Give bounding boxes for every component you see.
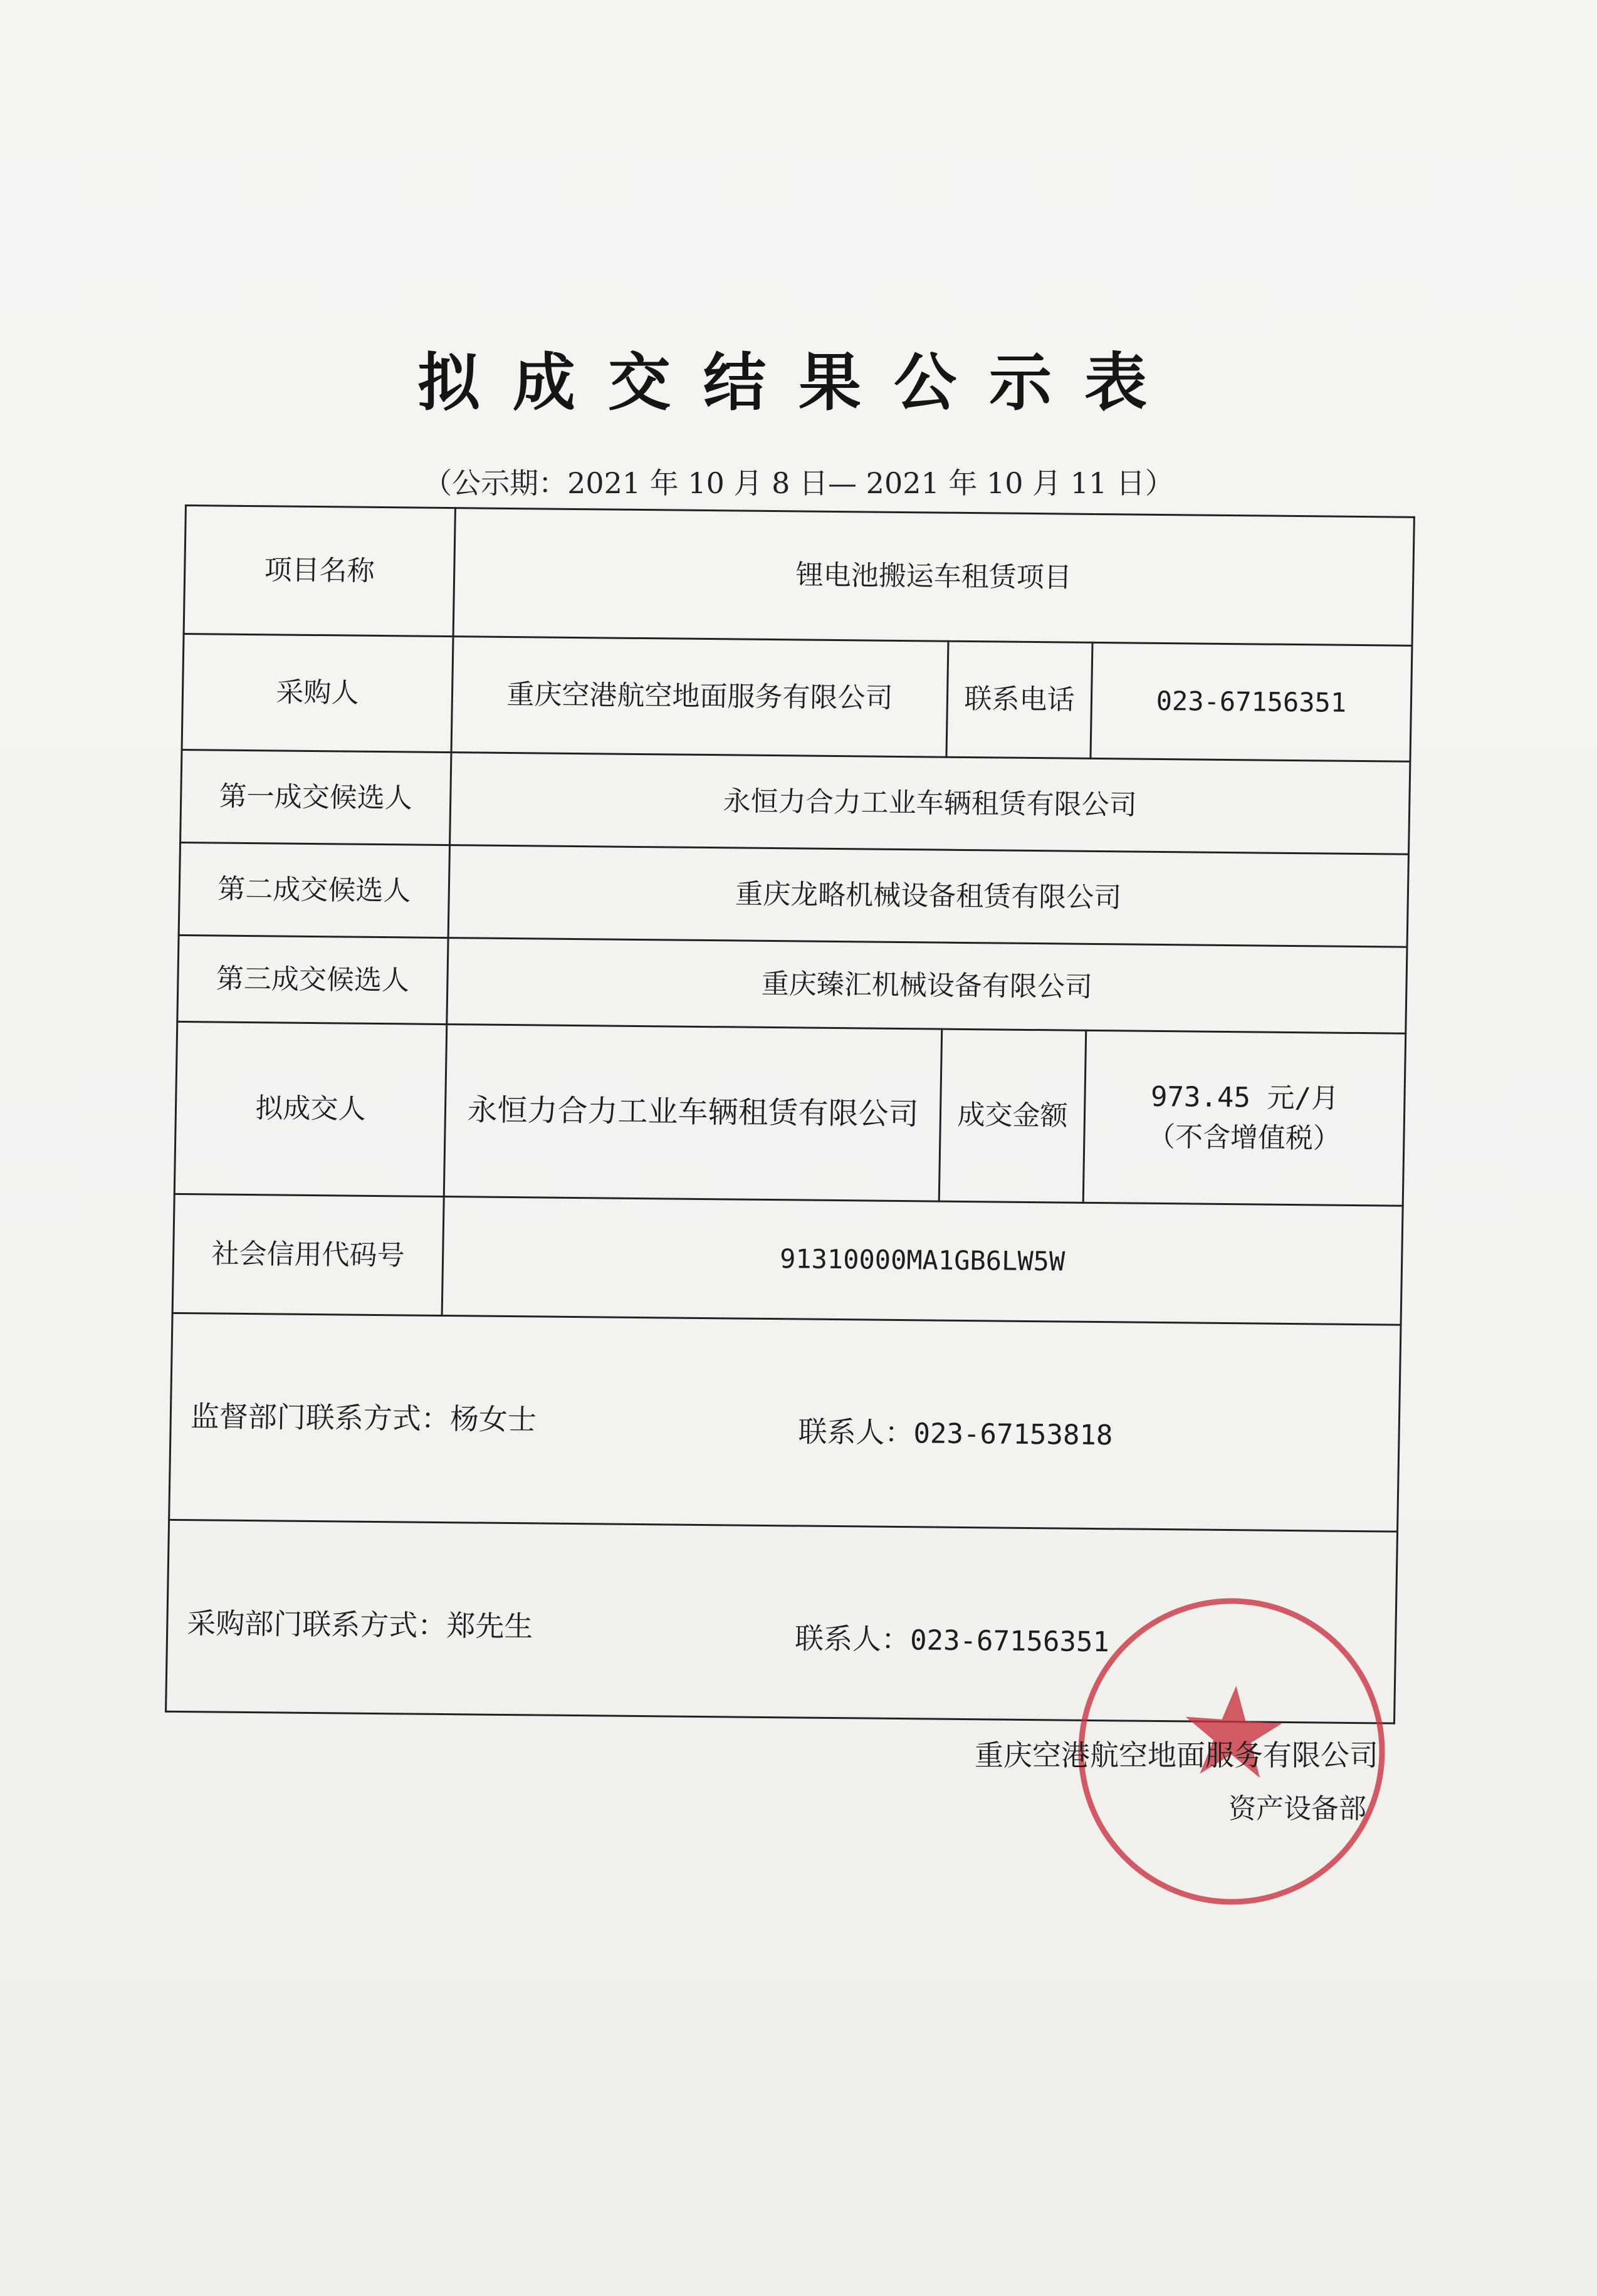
amount-note: （不含增值税）: [1147, 1120, 1341, 1155]
candidate3-label: 第三成交候选人: [177, 935, 448, 1024]
table-row: [181, 749, 1410, 854]
table-row: [184, 506, 1414, 646]
buyer-label: 采购人: [182, 634, 453, 752]
result-table: [165, 504, 1413, 1723]
footer-department: 资产设备部: [1228, 1793, 1366, 1825]
table-row: [172, 1194, 1403, 1325]
phone-label: 联系电话: [946, 641, 1092, 758]
candidate3-value: 重庆臻汇机械设备有限公司: [447, 938, 1407, 1034]
buyer-value: 重庆空港航空地面服务有限公司: [451, 637, 948, 758]
supervision-contact: 监督部门联系方式：杨女士: [190, 1399, 537, 1437]
footer-organization: 重庆空港航空地面服务有限公司: [975, 1738, 1378, 1772]
amount-value-cell: [1083, 1030, 1406, 1206]
document-title: 拟成交结果公示表: [417, 346, 1180, 419]
amount-value: 973.45 元/月: [1150, 1081, 1339, 1115]
table-row: [179, 842, 1408, 947]
table-row: [177, 935, 1407, 1033]
winner-label: 拟成交人: [174, 1021, 447, 1196]
supervision-phone: 023-67153818: [913, 1417, 1113, 1452]
purchase-phone-label: 联系人：: [794, 1621, 911, 1657]
purchase-phone: 023-67156351: [909, 1624, 1110, 1659]
candidate2-value: 重庆龙略机械设备租赁有限公司: [448, 845, 1408, 947]
project-label: 项目名称: [184, 506, 455, 637]
table-row: [182, 634, 1412, 761]
winner-value: 永恒力合力工业车辆租赁有限公司: [444, 1025, 942, 1202]
purchase-contact: 采购部门联系方式：郑先生: [186, 1606, 533, 1644]
candidate2-label: 第二成交候选人: [179, 842, 449, 937]
project-value: 锂电池搬运车租赁项目: [453, 508, 1414, 646]
table-row: [169, 1313, 1401, 1532]
purchase-phone-line: [795, 1617, 1110, 1662]
phone-value: 023-67156351: [1091, 642, 1412, 761]
supervision-contact-cell: [169, 1313, 1401, 1532]
publicity-period: （公示期：2021 年 10 月 8 日— 2021 年 10 月 11 日）: [423, 466, 1174, 500]
candidate1-value: 永恒力合力工业车辆租赁有限公司: [450, 753, 1410, 855]
amount-label: 成交金额: [939, 1029, 1086, 1203]
supervision-phone-line: [798, 1411, 1113, 1456]
table-row: [174, 1021, 1405, 1206]
candidate1-label: 第一成交候选人: [181, 749, 451, 845]
credit-label: 社会信用代码号: [172, 1194, 444, 1315]
credit-value: 91310000MA1GB6LW5W: [442, 1197, 1403, 1325]
supervision-phone-label: 联系人：: [798, 1414, 914, 1450]
